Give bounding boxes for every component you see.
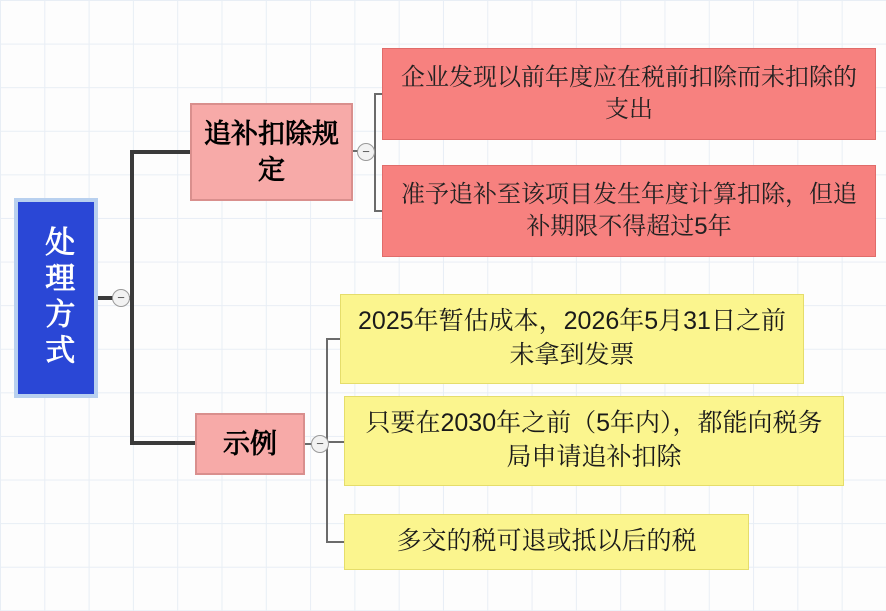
leaf-node-rule-2-text: 准予追补至该项目发生年度计算扣除，但追补期限不得超过5年 — [401, 180, 857, 240]
connector-example-leaf-3 — [326, 541, 344, 543]
leaf-node-rule-2[interactable] — [382, 165, 876, 257]
leaf-node-example-3[interactable] — [344, 514, 749, 570]
minus-icon: − — [362, 143, 370, 159]
collapse-toggle-root[interactable] — [112, 289, 130, 307]
connector-to-rule — [130, 150, 192, 154]
leaf-node-rule-1[interactable] — [382, 48, 876, 140]
leaf-node-example-2-text: 只要在2030年之前（5年内），都能向税务局申请追补扣除 — [365, 409, 823, 471]
connector-to-example — [130, 441, 196, 445]
root-node[interactable] — [14, 198, 98, 398]
root-node-label: 处理方式 — [40, 226, 74, 370]
leaf-node-example-1[interactable] — [340, 294, 804, 384]
minus-icon: − — [316, 435, 324, 451]
leaf-node-example-1-text: 2025年暂估成本，2026年5月31日之前未拿到发票 — [358, 307, 786, 369]
branch-node-example[interactable] — [195, 413, 305, 475]
collapse-toggle-rule[interactable] — [357, 143, 375, 161]
connector-root-spine — [130, 152, 134, 444]
branch-node-rule-label: 追补扣除规定 — [204, 118, 339, 185]
branch-node-rule[interactable] — [190, 103, 353, 201]
collapse-toggle-example[interactable] — [311, 435, 329, 453]
leaf-node-example-2[interactable] — [344, 396, 844, 486]
branch-node-example-label: 示例 — [223, 428, 277, 459]
minus-icon: − — [117, 289, 125, 305]
leaf-node-example-3-text: 多交的税可退或抵以后的税 — [396, 527, 697, 556]
leaf-node-rule-1-text: 企业发现以前年度应在税前扣除而未扣除的支出 — [401, 63, 857, 123]
